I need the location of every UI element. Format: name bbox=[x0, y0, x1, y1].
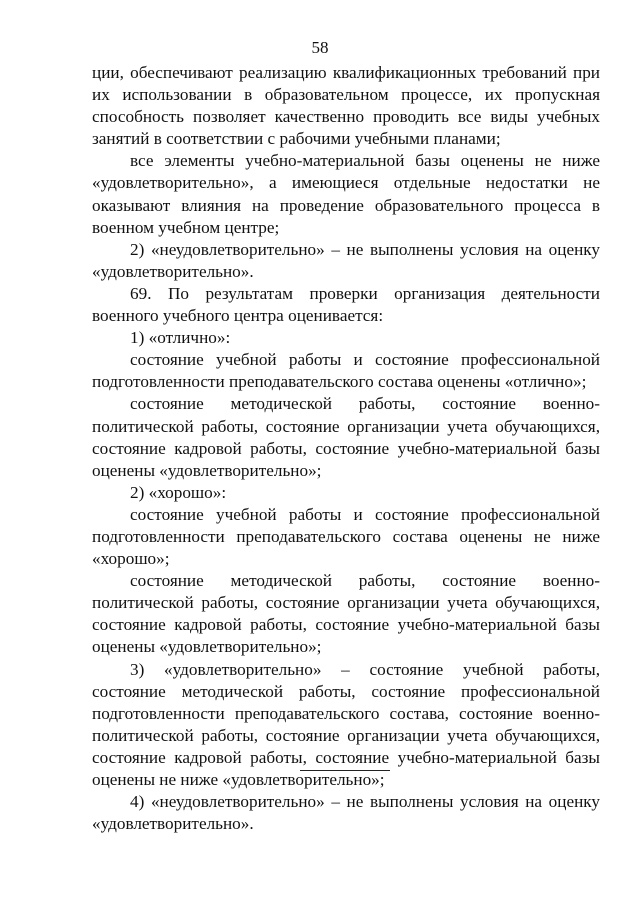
paragraph-item-69: 69. По результатам проверки организация деятельности военного учебного центра оценивается: bbox=[92, 283, 600, 326]
paragraph-unsatisfactory: 2) «неудовлетворительно» – не выполнены условия на оценку «удовлетворительно». bbox=[92, 239, 600, 281]
paragraph-excellent-teaching: состояние учебной работы и состояние профессиональной подготовленности преподавательского состава оценены «отлично»; bbox=[92, 350, 600, 392]
paragraph-satisfactory: 3) «удовлетворительно» – состояние учебной работы, состояние методической работы, состояние профессиональной подготовленности преподавательского состава, состояние военно-политической работы, состояние организации учета обучающихся, состояние кадровой работы, состояние учебно-материальной базы оценены не ниже «удовлетворительно»; bbox=[92, 659, 600, 789]
page-number: 58 bbox=[311, 38, 329, 57]
paragraph-materials-base: все элементы учебно-материальной базы оценены не ниже «удовлетворительно», а имеющиеся отдельные недостатки не оказывают влияния на проведение образовательного процесса в военном учебном центре; bbox=[92, 151, 600, 237]
paragraph-good-other: состояние методической работы, состояние военно-политической работы, состояние организации учета обучающихся, состояние кадровой работы, состояние учебно-материальной базы оценены «удовлетворительно»; bbox=[92, 571, 600, 657]
body-text bbox=[92, 62, 600, 835]
paragraph-unsatisfactory-final: 4) «неудовлетворительно» – не выполнены условия на оценку «удовлетворительно». bbox=[92, 792, 600, 834]
paragraph-excellent-heading: 1) «отлично»: bbox=[130, 328, 231, 348]
paragraph-good-teaching: состояние учебной работы и состояние профессиональной подготовленности преподавательского состава оценены не ниже «хорошо»; bbox=[92, 504, 600, 569]
paragraph-excellent-other: состояние методической работы, состояние военно-политической работы, состояние организации учета обучающихся, состояние кадровой работы, состояние учебно-материальной базы оценены «удовлетворительно»; bbox=[92, 394, 600, 480]
paragraph-good-heading: 2) «хорошо»: bbox=[130, 482, 227, 502]
closing-rule bbox=[300, 770, 390, 771]
paragraph-continuation: ции, обеспечивают реализацию квалификационных требований при их использовании в образовательном процессе, их пропускная способность позволяет качественно проводить все виды учебных занятий в соответствии с рабочими учебными планами; bbox=[92, 63, 600, 149]
